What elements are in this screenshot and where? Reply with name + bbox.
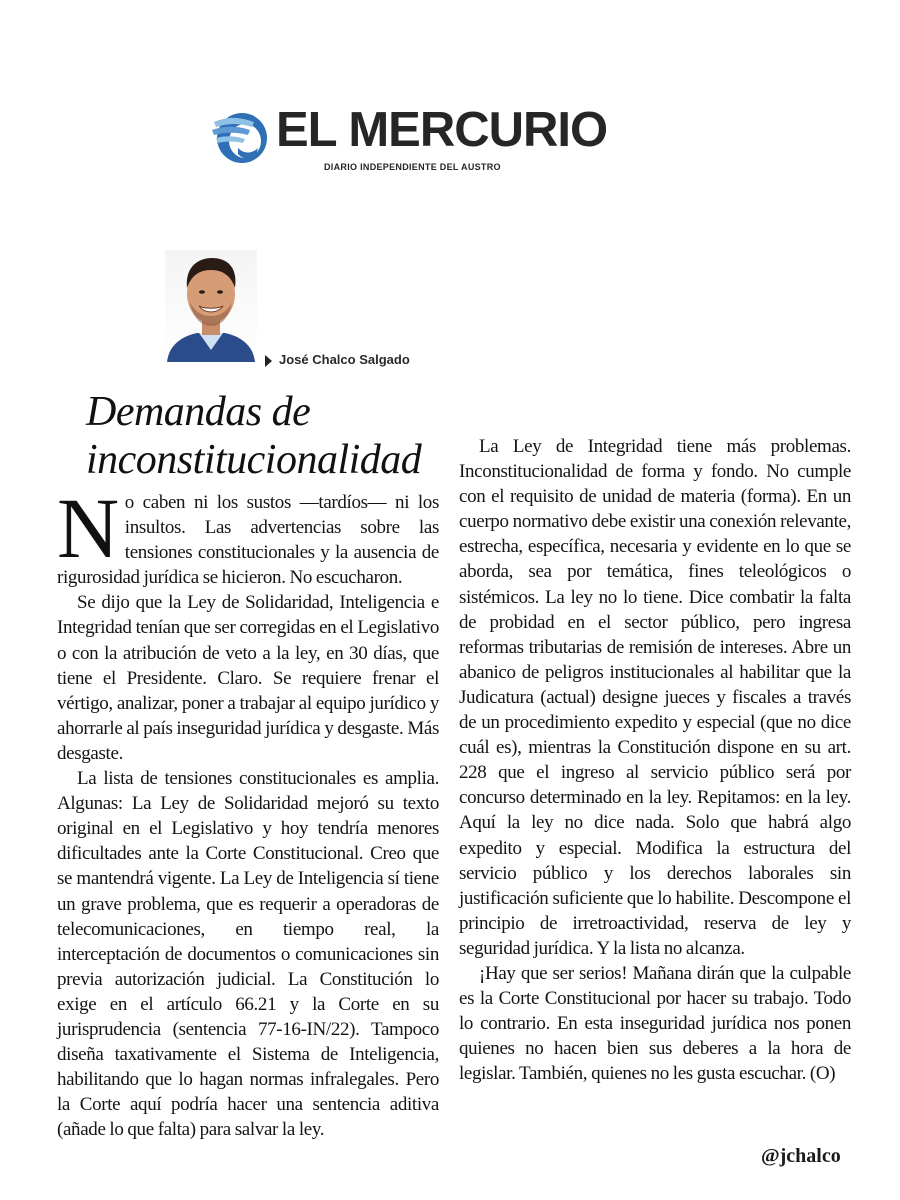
masthead-title: EL MERCURIO <box>276 103 608 157</box>
article-paragraph <box>57 480 439 590</box>
drop-cap: N <box>57 480 119 576</box>
author-name: José Chalco Salgado <box>279 352 410 367</box>
paragraph-text: o caben ni los sustos —tardíos— ni los insultos. Las advertencias sobre las tensiones constitucionales y la ausencia de rigurosidad jurídica se hicieron. No escucharon. <box>57 492 439 589</box>
mercury-helmet-logo-icon <box>210 108 270 166</box>
article-paragraph: ¡Hay que ser serios! Mañana dirán que la culpable es la Corte Constitucional por hacer su trabajo. Todo lo contrario. En esta inseguridad jurídica nos ponen quienes no hacen bien sus deberes a la hora de legislar. También, quienes no les gusta escuchar. (O) <box>459 962 851 1085</box>
headline-line-1: Demandas de <box>86 389 311 435</box>
author-pointer-icon <box>265 355 272 367</box>
masthead <box>210 104 630 184</box>
article-column-left <box>57 480 439 1142</box>
author-photo <box>165 250 257 362</box>
article-headline <box>86 388 466 484</box>
headline-line-2: inconstitucionalidad <box>86 437 422 483</box>
masthead-tagline: DIARIO INDEPENDIENTE DEL AUSTRO <box>324 162 501 172</box>
article-column-right <box>459 434 851 1086</box>
article-paragraph: La lista de tensiones constitucionales es amplia. Algunas: La Ley de Solidaridad mejoró su texto original en el Legislativo y hoy tendría menores dificultades ante la Corte Constitucional. Creo que se mantendrá vigente. La Ley de Inteligencia sí tiene un grave problema, que es requerir a operadoras de telecomunicaciones, en tiempo real, la interceptación de documentos o comunicaciones sin previa autorización judicial. La Constitución lo exige en el artículo 66.21 y la Corte en su jurisprudencia (sentencia 77-16-IN/22). Tampoco diseña taxativamente el Sistema de Inteligencia, habilitando que lo hagan normas infralegales. Pero la Corte aquí podría hacer una sentencia aditiva (añade lo que falta) para salvar la ley. <box>57 768 439 1141</box>
article-paragraph: Se dijo que la Ley de Solidaridad, Inteligencia e Integridad tenían que ser corregidas en el Legislativo o con la atribución de veto a la ley, en 30 días, que tiene el Presidente. Claro. Se requiere frenar el vértigo, analizar, poner a trabajar al equipo jurídico y ahorrarle al país inseguridad jurídica y desgaste. Más desgaste. <box>57 592 439 764</box>
author-social-handle: @jchalco <box>761 1145 841 1167</box>
article-paragraph: La Ley de Integridad tiene más problemas. Inconstitucionalidad de forma y fondo. No cumple con el requisito de unidad de materia (forma). En un cuerpo normativo debe existir una conexión relevante, estrecha, específica, necesaria y evidente en lo que se aborda, sea por temática, fines teleológicos o sistémicos. La ley no lo tiene. Dice combatir la falta de probidad en el sector público, pero ingresa reformas tributarias de remisión de intereses. Abre un abanico de peligros institucionales al habilitar que la Judicatura (actual) designe jueces y fiscales a través de un procedimiento expedito y especial (que no dice cuál es), mientras la Constitución dispone en su art. 228 que el ingreso al servicio público será por concurso determinado en la ley. Repitamos: en la ley. Aquí la ley no dice nada. Solo que habrá algo expedito y especial. Modifica la estructura del servicio público y los derechos laborales sin justificación suficiente que lo habilite. Descompone el principio de irretroactividad, reserva de ley y seguridad jurídica. Y la lista no alcanza. <box>459 436 851 959</box>
